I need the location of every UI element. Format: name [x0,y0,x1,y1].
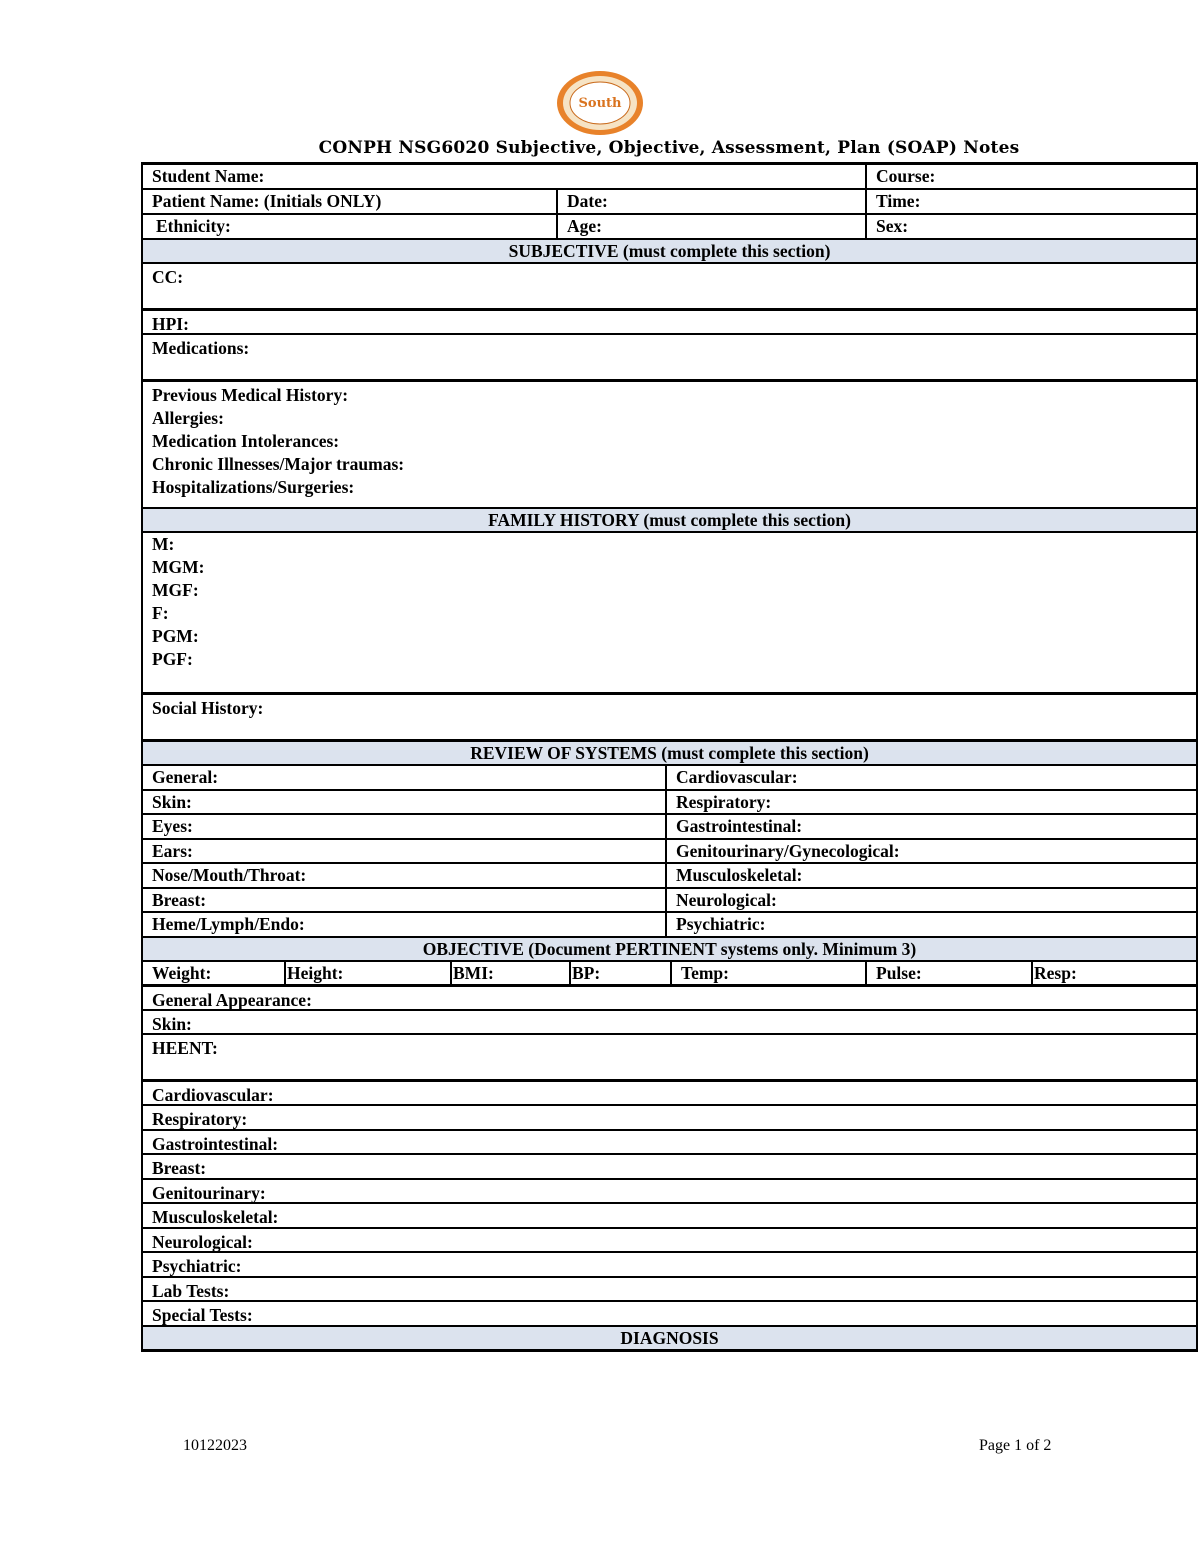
obj-musculoskeletal-field[interactable] [141,1204,1198,1229]
ros-row [141,889,1198,914]
ros-breast-field[interactable]: Breast: [152,889,207,910]
ros-rows [141,766,1198,938]
ros-eyes-field[interactable]: Eyes: [152,816,193,836]
obj-system-label: Musculoskeletal: [152,1207,279,1227]
chronic-illnesses-label: Chronic Illnesses/Major traumas: [152,454,405,474]
age-field[interactable]: Age: [556,215,865,238]
ros-row [141,791,1198,816]
allergies-label: Allergies: [152,408,224,428]
ros-header: REVIEW OF SYSTEMS (must complete this section) [141,742,1198,766]
diagnosis-header: DIAGNOSIS [141,1327,1198,1352]
family-m-label: M: [152,534,175,554]
vitals-row [141,962,1198,987]
pulse-field[interactable]: Pulse: [865,962,1031,984]
history-block[interactable] [141,382,1198,509]
objective-header: OBJECTIVE (Document PERTINENT systems only. Minimum 3) [141,938,1198,962]
footer-page-number: Page 1 of 2 [979,1437,1052,1454]
course-field[interactable]: Course: [865,165,1196,188]
obj-system-label: Special Tests: [152,1305,253,1325]
ros-row [141,913,1198,938]
social-history-field[interactable] [141,695,1198,742]
ros-gastrointestinal-field[interactable]: Gastrointestinal: [665,815,1196,838]
ros-skin-field[interactable]: Skin: [152,791,192,812]
ros-row [141,840,1198,865]
social-history-label: Social History: [152,698,264,718]
obj-system-label: Respiratory: [152,1109,248,1129]
ros-psychiatric-field[interactable]: Psychiatric: [665,913,1196,936]
ros-row [141,766,1198,791]
ros-heme-lymph-endo-field[interactable]: Heme/Lymph/Endo: [152,914,305,934]
obj-cardiovascular-field[interactable] [141,1082,1198,1107]
hpi-label: HPI: [152,314,189,334]
ros-genitourinary-field[interactable]: Genitourinary/Gynecological: [665,840,1196,863]
obj-psychiatric-field[interactable] [141,1253,1198,1278]
objective-systems [141,1082,1198,1327]
cc-label: CC: [152,267,184,287]
ros-cardiovascular-field[interactable]: Cardiovascular: [665,766,1196,789]
temp-field[interactable]: Temp: [670,962,865,984]
hospitalizations-label: Hospitalizations/Surgeries: [152,477,355,497]
ethnicity-row [141,215,1198,240]
obj-system-label: Lab Tests: [152,1280,230,1301]
obj-system-label: Gastrointestinal: [152,1133,279,1154]
patient-name-field[interactable]: Patient Name: (Initials ONLY) [152,191,382,211]
family-pgm-label: PGM: [152,626,199,646]
obj-system-label: Breast: [152,1158,207,1178]
medications-label: Medications: [152,338,250,358]
bmi-field[interactable]: BMI: [450,962,569,984]
hpi-field[interactable] [141,311,1198,335]
ros-musculoskeletal-field[interactable]: Musculoskeletal: [665,864,1196,887]
obj-neurological-field[interactable] [141,1229,1198,1254]
ros-respiratory-field[interactable]: Respiratory: [665,791,1196,814]
obj-genitourinary-field[interactable] [141,1180,1198,1205]
patient-row [141,190,1198,215]
ethnicity-field[interactable]: Ethnicity: [156,216,231,236]
obj-system-label: Genitourinary: [152,1182,266,1203]
ros-general-field[interactable]: General: [152,767,219,787]
ros-nose-mouth-throat-field[interactable]: Nose/Mouth/Throat: [152,865,307,885]
family-mgf-label: MGF: [152,580,199,600]
heent-label: HEENT: [152,1037,218,1058]
family-f-label: F: [152,603,169,623]
obj-skin-label: Skin: [152,1013,192,1034]
obj-respiratory-field[interactable] [141,1106,1198,1131]
obj-breast-field[interactable] [141,1155,1198,1180]
date-field[interactable]: Date: [556,190,865,213]
ros-neurological-field[interactable]: Neurological: [665,889,1196,912]
height-field[interactable]: Height: [284,962,450,984]
resp-field[interactable]: Resp: [1031,962,1196,984]
general-appearance-field[interactable] [141,987,1198,1011]
college-logo [556,70,644,136]
subjective-header: SUBJECTIVE (must complete this section) [141,240,1198,264]
obj-system-label: Psychiatric: [152,1256,242,1276]
lab-tests-field[interactable] [141,1278,1198,1303]
family-pgf-label: PGF: [152,649,193,669]
weight-field[interactable]: Weight: [152,962,212,983]
time-field[interactable]: Time: [865,190,1196,213]
footer-code: 10122023 [183,1437,247,1454]
obj-system-label: Cardiovascular: [152,1084,274,1105]
svg-text:South: South [578,96,622,111]
bp-field[interactable]: BP: [569,962,670,984]
ros-row [141,864,1198,889]
ros-ears-field[interactable]: Ears: [152,840,193,861]
medication-intolerances-label: Medication Intolerances: [152,431,340,451]
obj-gastrointestinal-field[interactable] [141,1131,1198,1156]
cc-field[interactable] [141,264,1198,311]
student-row [141,165,1198,190]
family-mgm-label: MGM: [152,557,205,577]
previous-medical-history-label: Previous Medical History: [152,385,349,405]
obj-skin-field[interactable] [141,1011,1198,1035]
soap-form [141,162,1198,1352]
student-name-field[interactable]: Student Name: [152,166,265,186]
ros-row [141,815,1198,840]
general-appearance-label: General Appearance: [152,989,312,1010]
medications-field[interactable] [141,335,1198,382]
heent-field[interactable] [141,1035,1198,1082]
form-title: CONPH NSG6020 Subjective, Objective, Assessment, Plan (SOAP) Notes [318,138,1020,158]
family-history-header: FAMILY HISTORY (must complete this section) [141,509,1198,533]
special-tests-field[interactable] [141,1302,1198,1327]
obj-system-label: Neurological: [152,1231,253,1252]
family-members-block[interactable] [141,533,1198,695]
sex-field[interactable]: Sex: [865,215,1196,238]
